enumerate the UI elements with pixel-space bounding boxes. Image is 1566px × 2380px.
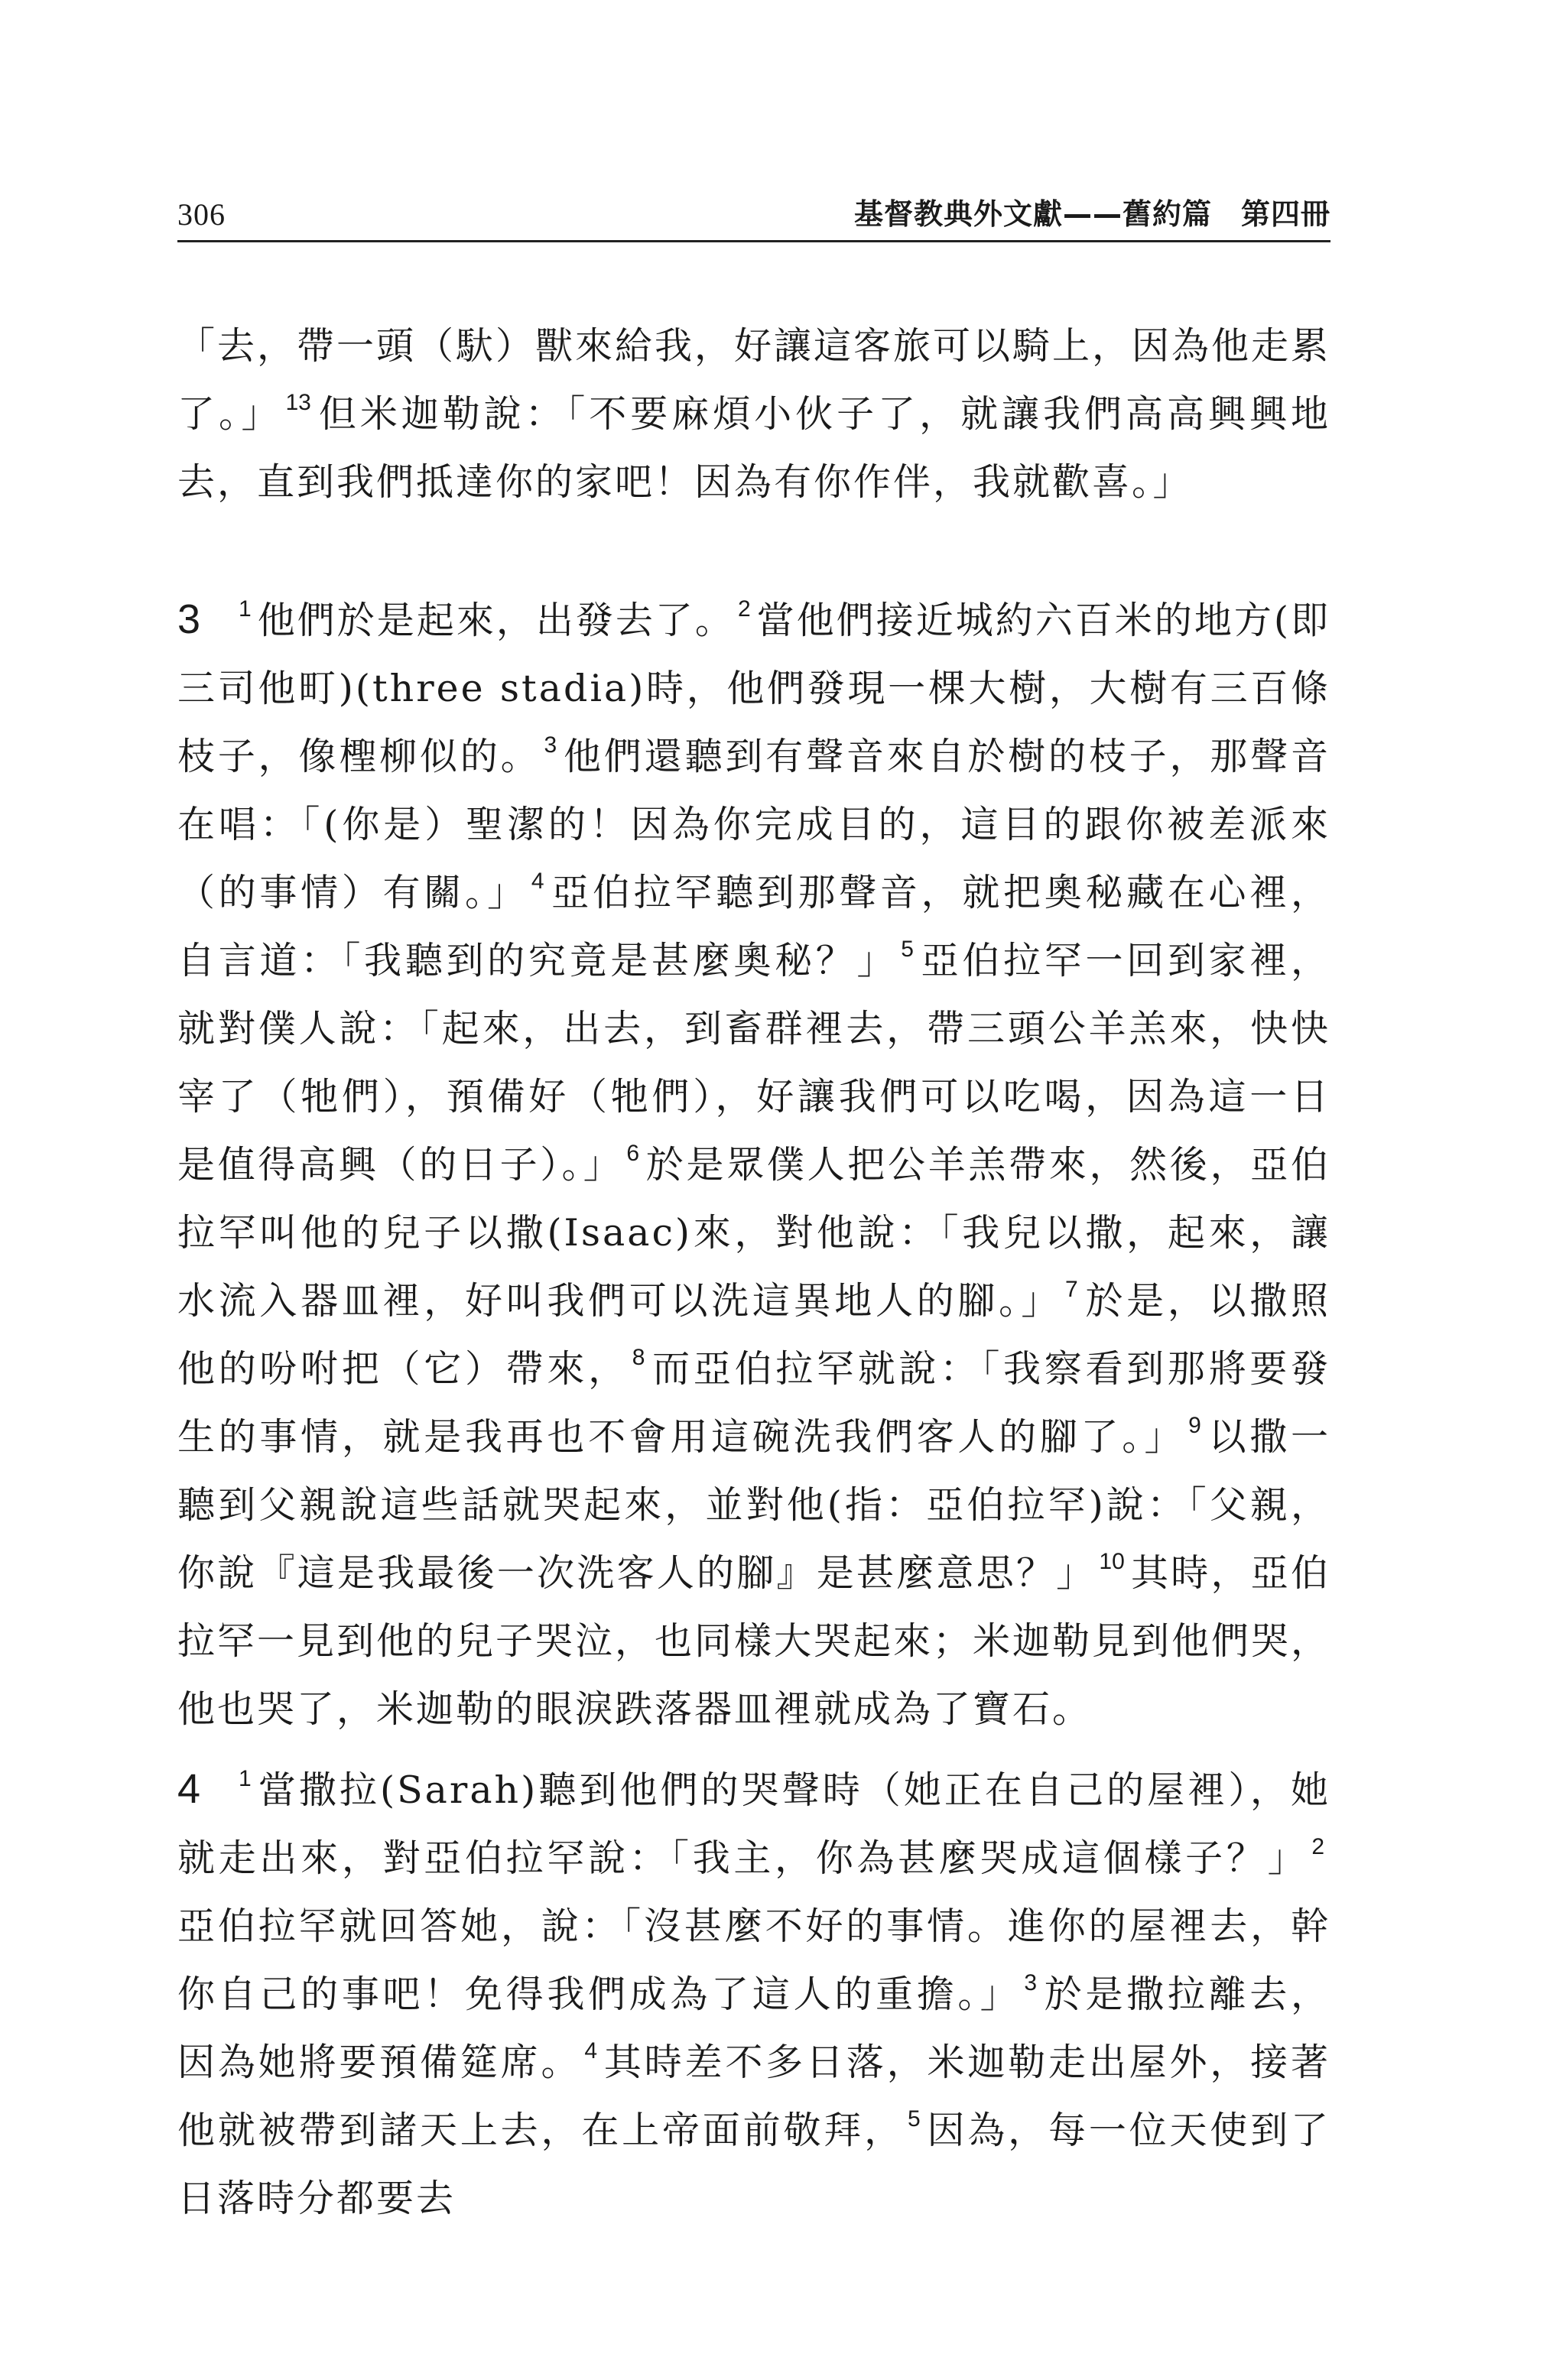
chapter-paragraph [177,1755,1330,2232]
verse-number: 9 [1188,1413,1201,1438]
verse-paragraph [177,312,1330,516]
book-title: 基督教典外文獻——舊約篇 [853,197,1212,231]
verse-text: 而亞伯拉罕就說：「我察看到那將要發生的事情，就是我再也不會用這碗洗我們客人的腳了。」 [177,1347,1330,1459]
page-number: 306 [177,197,226,232]
verse-text: 但米迦勒說：「不要麻煩小伙子了，就讓我們高高興興地去，直到我們抵達你的家吧！因為有你作伴，我就歡喜。」 [177,392,1330,504]
verse-text: 於是撒拉離去，因為她將要預備筵席。 [177,1973,1330,2084]
verse-text: 「去，帶一頭（馱）獸來給我，好讓這客旅可以騎上，因為他走累了。」 [177,324,1331,436]
chapter-3 [177,586,1330,1743]
chapter-paragraph [177,586,1330,1743]
verse-text: 其時差不多日落，米迦勒走出屋外，接著他就被帶到諸天上去，在上帝面前敬拜， [177,2041,1330,2152]
chapter-4 [177,1755,1330,2232]
continued-paragraph [177,312,1330,516]
verse-number: 8 [632,1345,645,1370]
verse-number: 4 [584,2038,598,2063]
verse-text: 其時，亞伯拉罕一見到他的兒子哭泣，也同樣大哭起來；米迦勒見到他們哭，他也哭了，米迦勒的眼淚跌落器皿裡就成為了寶石。 [177,1551,1331,1731]
verse-number: 2 [737,596,751,622]
verse-text: 因為，每一位天使到了日落時分都要去 [177,2109,1330,2220]
verse-number: 5 [901,937,914,962]
volume-label: 第四冊 [1240,197,1330,231]
verse-number: 1 [239,1766,252,1791]
verse-text: 當他們接近城約六百米的地方(即三司他町)(three stadia)時，他們發現一棵大樹，大樹有三百條枝子，像檉柳似的。 [177,599,1330,778]
verse-text: 於是眾僕人把公羊羔帶來，然後，亞伯拉罕叫他的兒子以撒(Isaac)來，對他說：「我兒以撒，起來，讓水流入器皿裡，好叫我們可以洗這異地人的腳。」 [177,1143,1330,1323]
verse-number: 1 [239,596,252,622]
chapter-number: 4 [177,1766,201,1812]
verse-text: 他們於是起來，出發去了。 [257,599,735,642]
verse-text: 他們還聽到有聲音來自於樹的枝子，那聲音在唱：「(你是）聖潔的！因為你完成目的，這目的跟你被差派來（的事情）有關。」 [177,735,1330,914]
running-title [854,190,1330,232]
verse-text: 亞伯拉罕一回到家裡，就對僕人說：「起來，出去，到畜群裡去，帶三頭公羊羔來，快快宰了（牠們），預備好（牠們），好讓我們可以吃喝，因為這一日是值得高興（的日子）。」 [177,939,1330,1187]
verse-number: 7 [1065,1277,1078,1302]
verse-text: 於是，以撒照他的吩咐把（它）帶來， [177,1279,1330,1391]
verse-number: 2 [1311,1834,1324,1859]
verse-text: 亞伯拉罕就回答她，說：「沒甚麼不好的事情。進你的屋裡去，幹你自己的事吧！免得我們成為了這人的重擔。」 [177,1904,1330,2016]
verse-number: 13 [285,390,311,415]
verse-number: 3 [544,732,557,758]
verse-number: 3 [1024,1970,1038,1995]
verse-number: 10 [1099,1549,1125,1574]
verse-number: 5 [907,2106,921,2132]
verse-text: 以撒一聽到父親說這些話就哭起來，並對他(指：亞伯拉罕)說：「父親，你說『這是我最後一次洗客人的腳』是甚麼意思？」 [177,1415,1330,1595]
verse-text: 亞伯拉罕聽到那聲音，就把奧秘藏在心裡，自言道：「我聽到的究竟是甚麼奧秘？」 [177,871,1330,982]
verse-text: 當撒拉(Sarah)聽到他們的哭聲時（她正在自己的屋裡），她就走出來，對亞伯拉罕說：「我主，你為甚麼哭成這個樣子？」 [177,1768,1330,1880]
verse-number: 4 [531,869,544,894]
running-header [177,193,1330,242]
chapter-number: 3 [177,596,201,642]
verse-number: 6 [626,1141,640,1166]
